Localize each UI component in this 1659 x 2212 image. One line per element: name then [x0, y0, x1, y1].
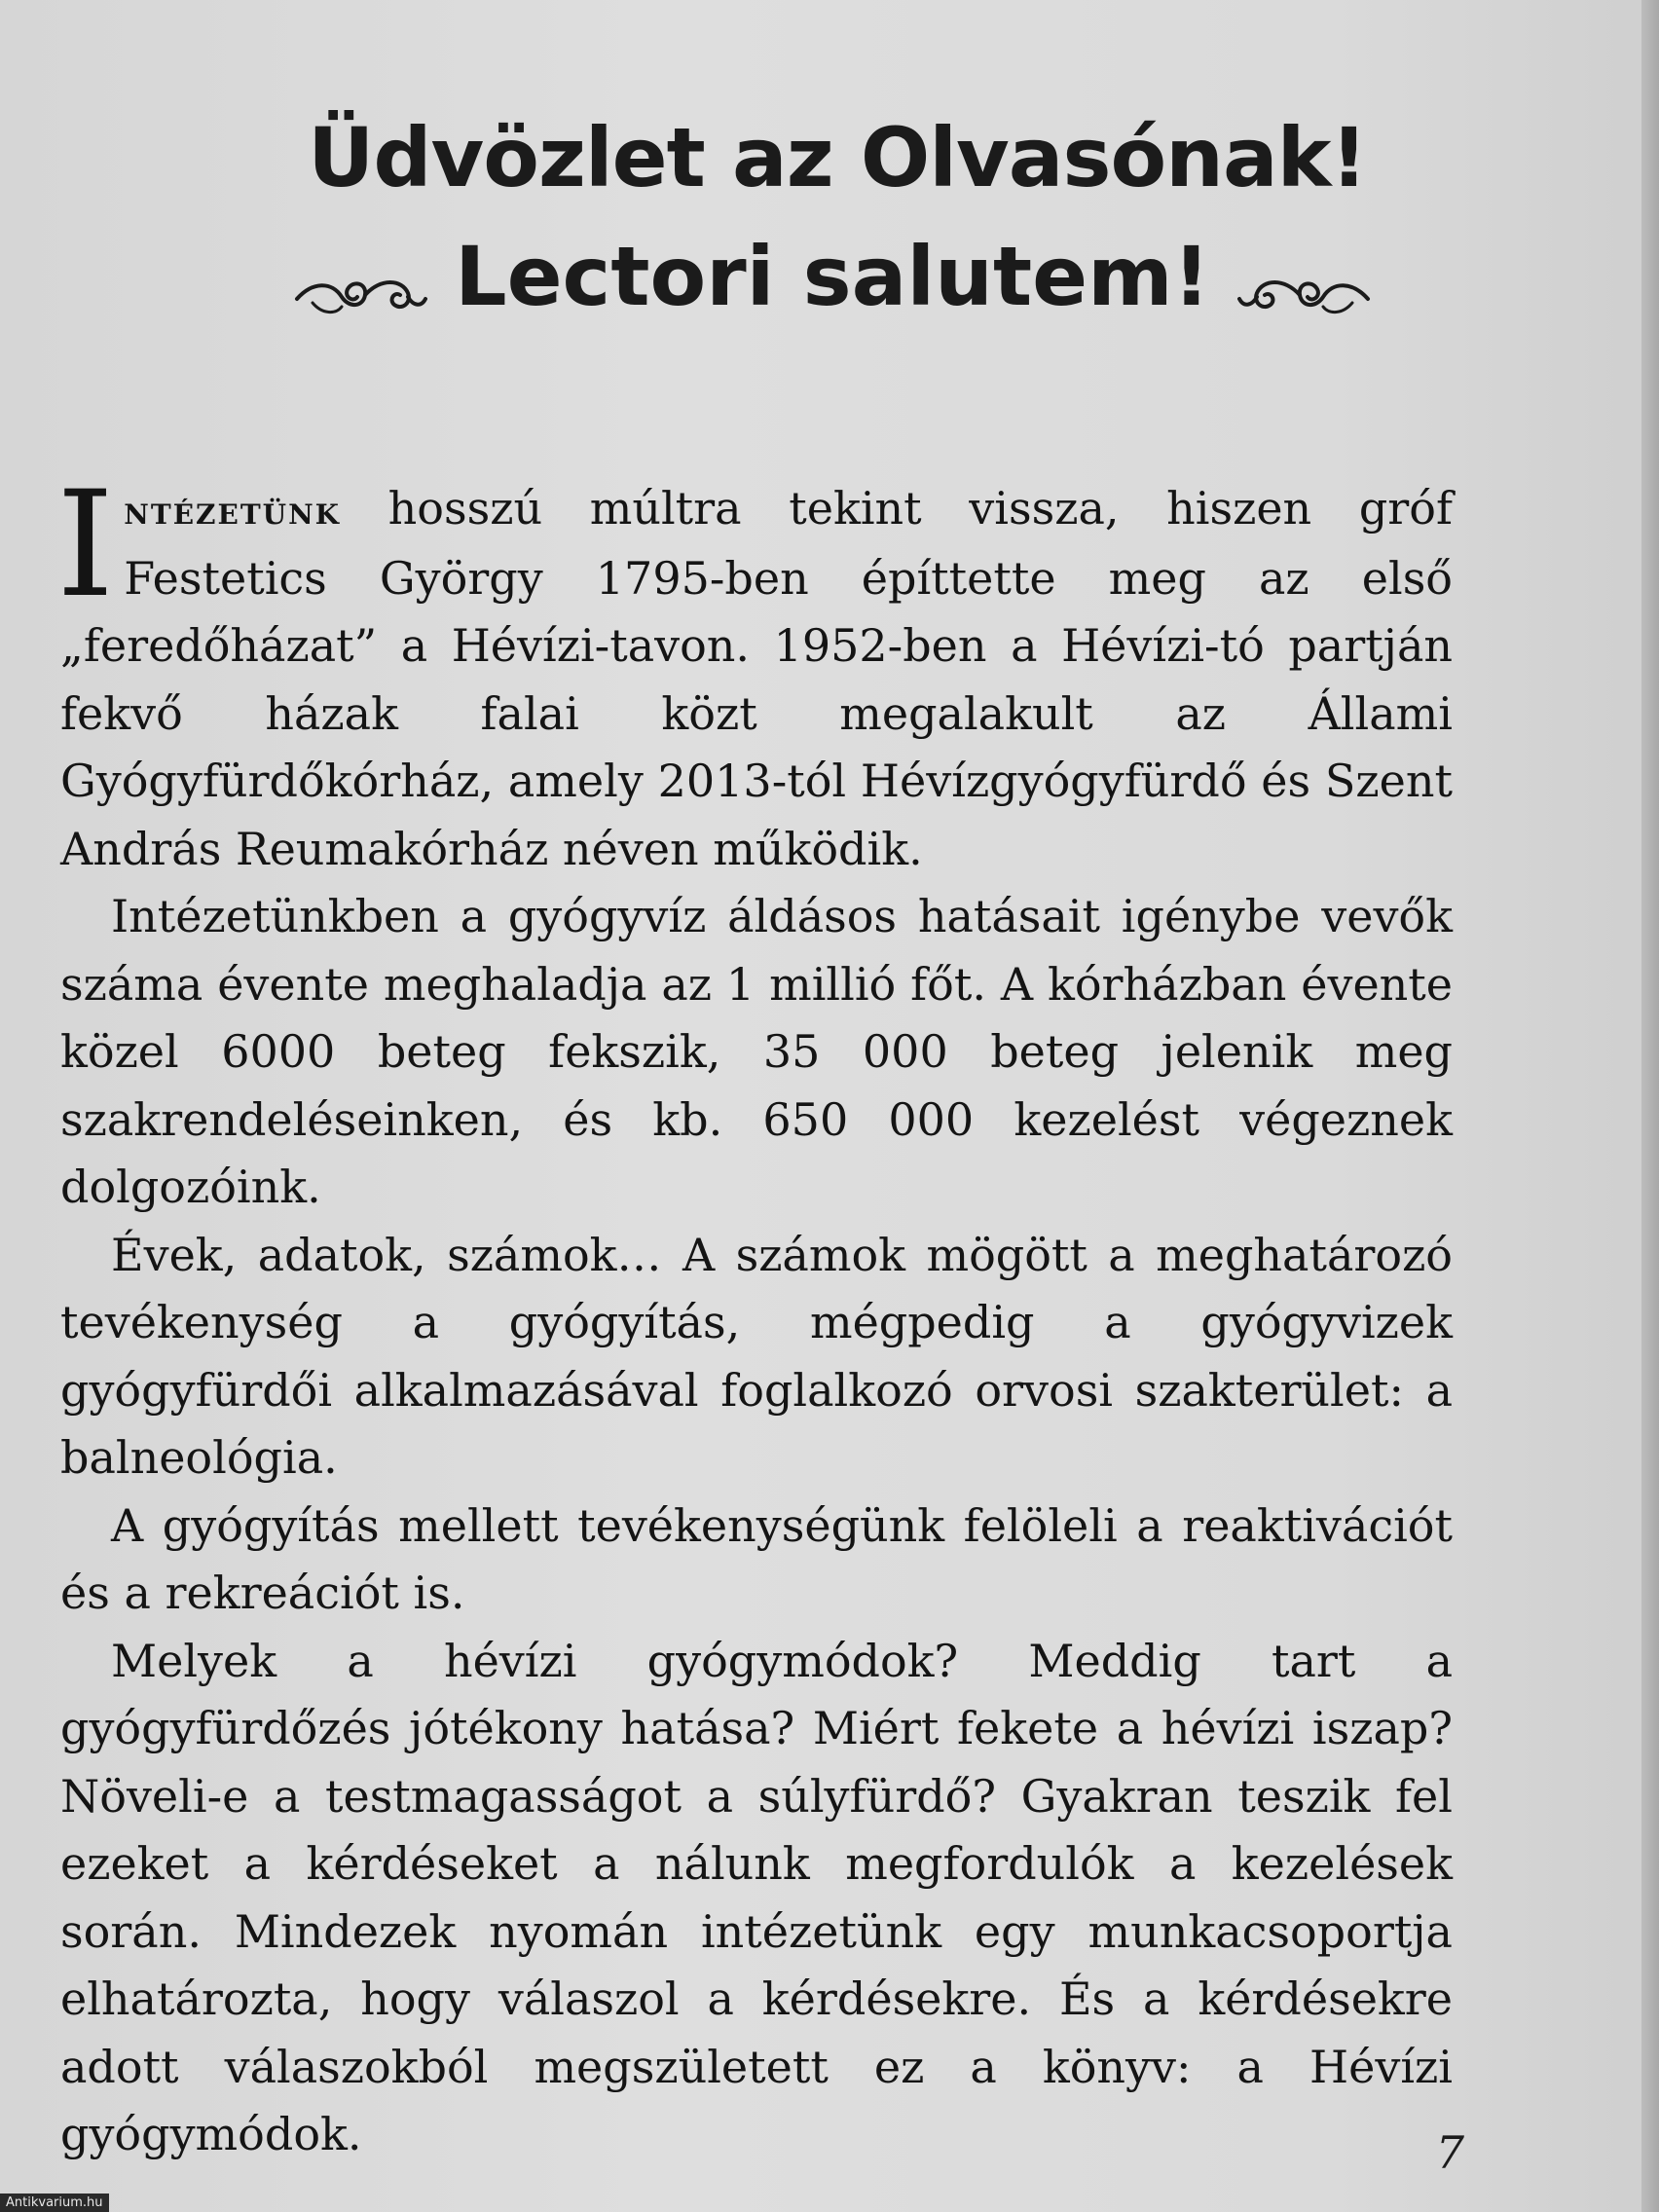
intro-paragraph	[56, 461, 1453, 883]
intro-smallcaps: ntézetünk	[124, 488, 342, 534]
paragraph: A gyógyítás mellett tevékenységünk felöleli a reaktivációt és a rekreációt is.	[60, 1498, 1453, 1619]
chapter-title	[0, 107, 1577, 327]
title-line-hungarian: Üdvözlet az Olvasónak!	[308, 110, 1367, 205]
paragraph: Évek, adatok, számok… A számok mögött a meghatározó tevékenység a gyógyítás, mégpedig a gyógyvizek gyógyfürdői alkalmazásával foglalkozó orvosi szakterület: a balneológia.	[60, 1228, 1453, 1484]
paragraph: Intézetünkben a gyógyvíz áldásos hatásait igénybe vevők száma évente meghaladja az 1 millió főt. A kórházban évente közel 6000 beteg fekszik, 35 000 beteg jelenik meg szakrendeléseinken, és kb. 650 000 kezelést végeznek dolgozóink.	[60, 890, 1453, 1213]
page-number: 7	[1435, 2126, 1464, 2179]
right-flourish-icon	[1235, 247, 1372, 306]
intro-text: hosszú múltra tekint vissza, hiszen gróf Festetics György 1795-ben építtette meg az első „feredőházat” a Hévízi-tavon. 1952-ben a Hévízi-tó partján fekvő házak falai közt megalakult az Állami Gyógyfürdőkórház, amely 2013-tól Hévízgyógyfürdő és Szent András Reumakórház néven működik.	[60, 482, 1453, 875]
body-text	[56, 461, 1453, 2169]
drop-cap: I	[56, 461, 115, 630]
source-watermark: Antikvarium.hu	[0, 2194, 109, 2212]
title-line-latin-row	[0, 226, 1577, 327]
page-edge	[1641, 0, 1659, 2212]
paragraph: Melyek a hévízi gyógymódok? Meddig tart a gyógyfürdőzés jótékony hatása? Miért fekete a hévízi iszap? Növeli-e a testmagasságot a súlyfürdő? Gyakran teszik fel ezeket a kérdéseket a nálunk megfordulók a kezelések során. Mindezek nyomán intézetünk egy munkacsoportja elhatározta, hogy válaszol a kérdésekre. És a kérdésekre adott válaszokból megszületett ez a könyv: a Hévízi gyógymódok.	[60, 1634, 1453, 2160]
title-line-latin: Lectori salutem!	[455, 229, 1210, 324]
left-flourish-icon	[293, 247, 429, 306]
